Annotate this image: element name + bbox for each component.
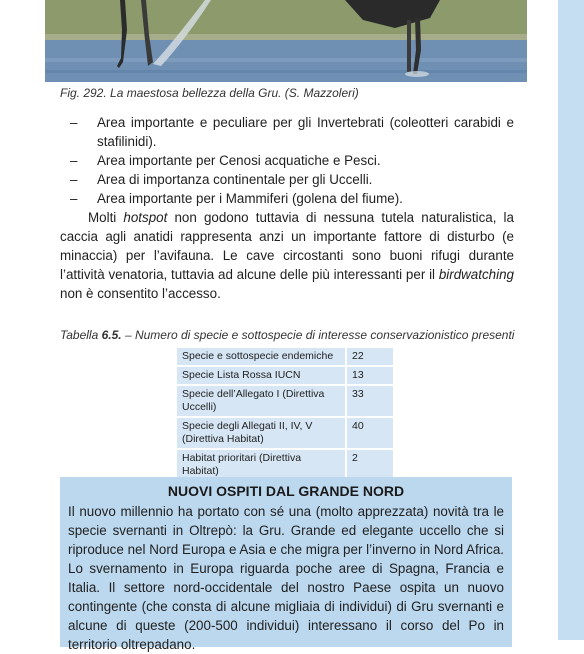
table-row (176, 347, 394, 366)
paragraph-emphasis: birdwatching (438, 267, 514, 282)
water-ripple (45, 58, 527, 62)
table-cell-label: Specie degli Allegati II, IV, V (Direttiva Habitat) (176, 417, 346, 449)
list-item-text: Area importante per i Mammiferi (golena del fiume). (97, 191, 403, 206)
paragraph-emphasis: hotspot (123, 210, 168, 225)
table-row (176, 417, 394, 449)
table-cell-value: 13 (346, 366, 394, 385)
list-item (70, 170, 514, 189)
table-caption (60, 328, 530, 342)
figure-caption: Fig. 292. La maestosa bellezza della Gru. (S. Mazzoleri) (60, 86, 359, 100)
body-paragraph (60, 208, 514, 303)
table-row (176, 385, 394, 417)
paragraph-part: non godono tuttavia di nessuna tutela naturalistica, la caccia agli anatidi rappresenta anzi un importante fattore di disturbo (e minaccia) per l’avifauna. Le cave circostanti sono buoni rifugi durante l’attività venatoria, tuttavia ad alcune delle più interessanti per il (60, 210, 514, 282)
table-cell-value: 22 (346, 347, 394, 366)
water-splash-right (405, 71, 429, 77)
list-item (70, 189, 514, 208)
crane-photo-illustration (45, 0, 527, 82)
crane-photo (45, 0, 527, 82)
list-item-text: Area di importanza continentale per gli Uccelli. (97, 172, 373, 187)
list-item-text: Area importante e peculiare per gli Invertebrati (coleotteri carabidi e stafilinidi). (97, 115, 514, 149)
list-item (70, 151, 514, 170)
table-cell-label: Specie dell’Allegato I (Direttiva Uccelli) (176, 385, 346, 417)
paragraph-part: Molti (88, 210, 124, 225)
list-dash: – (70, 191, 78, 206)
crane-right-leg (407, 20, 411, 72)
table-cell-value: 2 (346, 449, 394, 481)
table-cell-label: Specie e sottospecie endemiche (176, 347, 346, 366)
info-box (60, 477, 512, 652)
info-box-text: Il nuovo millennio ha portato con sé una (molto apprezzata) novità tra le specie svernanti in Oltrepò: la Gru. Grande ed elegante uccello che si riproduce nel Nord Europa e Asia e che migra per l’inverno in Nord Africa. Lo svernamento in Europa riguarda poche aree di Spagna, Francia e Italia. Il settore nord-occidentale del nostro Paese ospita un nuovo contingente (che consta di alcune migliaia di individui) di Gru svernanti e alcune di queste (200-500 individui) interessano il corso del Po in territorio oltrepadano. (68, 504, 504, 652)
list-dash: – (70, 172, 78, 187)
list-item (70, 113, 514, 151)
table-row (176, 366, 394, 385)
table-cell-label: Specie Lista Rossa IUCN (176, 366, 346, 385)
table-caption-prefix: Tabella (60, 328, 102, 342)
main-text (60, 113, 514, 303)
table-caption-title: – Numero di specie e sottospecie di interesse conservazionistico presenti (121, 328, 515, 342)
table-number: 6.5. (101, 328, 122, 342)
table-cell-value: 40 (346, 417, 394, 449)
info-box-title: NUOVI OSPITI DAL GRANDE NORD (167, 483, 405, 499)
list-dash: – (70, 153, 78, 168)
species-table (176, 347, 394, 481)
table-cell-value: 33 (346, 385, 394, 417)
paragraph-part: non è consentito l’accesso. (60, 286, 221, 301)
list-dash: – (70, 115, 78, 130)
water-ripple (45, 70, 527, 73)
table-cell-label: Habitat prioritari (Direttiva Habitat) (176, 449, 346, 481)
page-side-band (558, 0, 584, 640)
list-item-text: Area importante per Cenosi acquatiche e Pesci. (97, 153, 381, 168)
